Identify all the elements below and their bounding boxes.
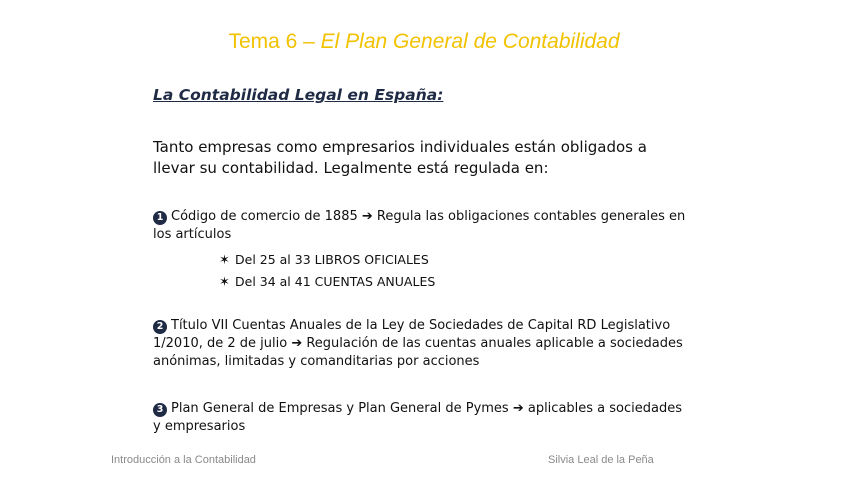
list-item-1 <box>153 208 693 244</box>
sub-item-2 <box>219 271 619 293</box>
list-item-1-text: Código de comercio de 1885 ➔ Regula las obligaciones contables generales en los artículos <box>153 209 686 242</box>
star-bullet-icon: ✶ <box>219 275 230 290</box>
number-1-icon: 1 <box>153 211 167 225</box>
slide-subtitle: La Contabilidad Legal en España: <box>153 86 444 104</box>
title-prefix: Tema 6 – <box>228 30 321 53</box>
star-bullet-icon: ✶ <box>219 253 230 268</box>
title-italic: El Plan General de Contabilidad <box>320 30 620 53</box>
sub-item-1-text: Del 25 al 33 LIBROS OFICIALES <box>235 252 429 267</box>
sub-item-2-text: Del 34 al 41 CUENTAS ANUALES <box>235 274 436 289</box>
slide-title <box>0 30 848 54</box>
list-item-2 <box>153 317 693 371</box>
number-2-icon: 2 <box>153 320 167 334</box>
sub-item-1 <box>219 249 619 271</box>
footer-author: Silvia Leal de la Peña <box>548 454 654 466</box>
list-item-3-text: Plan General de Empresas y Plan General de Pymes ➔ aplicables a sociedades y empresarios <box>153 401 682 434</box>
sub-list <box>219 249 619 293</box>
footer-course: Introducción a la Contabilidad <box>111 454 256 466</box>
list-item-2-text: Título VII Cuentas Anuales de la Ley de Sociedades de Capital RD Legislativo 1/2010, de 2 de julio ➔ Regulación de las cuentas anuales aplicable a sociedades anónimas, limitadas y comanditarias por acciones <box>153 318 683 369</box>
intro-paragraph: Tanto empresas como empresarios individuales están obligados a llevar su contabilidad. Legalmente está regulada en: <box>153 138 647 177</box>
list-item-3 <box>153 400 693 436</box>
number-3-icon: 3 <box>153 403 167 417</box>
